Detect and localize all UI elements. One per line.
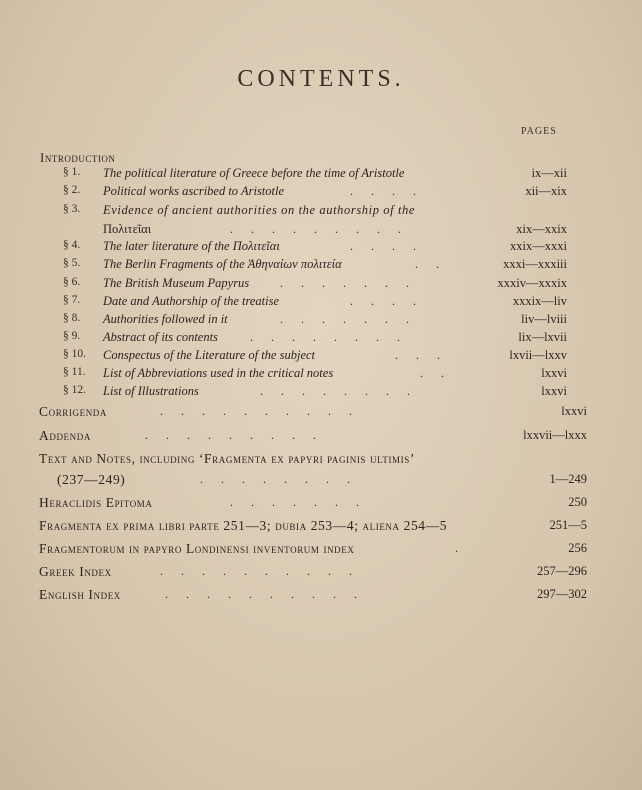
section-pages: lix—lxvii xyxy=(518,330,567,344)
entry-pages: 257—296 xyxy=(537,564,587,578)
section-title: List of Abbreviations used in the critical notes xyxy=(103,366,334,380)
toc-entry-row xyxy=(0,451,642,473)
entry-title: Greek Index xyxy=(39,564,112,579)
entry-pages: 250 xyxy=(568,495,587,509)
toc-section-row xyxy=(0,330,642,350)
entry-pages: lxxvi xyxy=(561,404,587,418)
leader-dots: .......... xyxy=(165,587,375,601)
leader-dots: ......... xyxy=(145,428,334,442)
entry-title: Addenda xyxy=(39,428,91,443)
section-number: § 2. xyxy=(63,184,81,196)
entry-title: Corrigenda xyxy=(39,404,108,419)
toc-entry-row xyxy=(0,518,642,540)
leader-dots: . xyxy=(455,541,476,555)
leader-dots: ........ xyxy=(250,330,418,344)
introduction-heading: Introduction xyxy=(40,150,116,165)
entry-pages: lxxvii—lxxx xyxy=(523,428,587,442)
leader-dots: ........ xyxy=(260,384,428,398)
section-number: § 6. xyxy=(63,276,81,288)
section-pages: lxvii—lxxv xyxy=(509,348,567,362)
section-number: § 11. xyxy=(63,366,86,378)
leader-dots: .. xyxy=(420,366,462,380)
section-pages: lxxvi xyxy=(541,366,567,380)
section-title: Abstract of its contents xyxy=(103,330,218,344)
leader-dots: .... xyxy=(350,184,434,198)
section-title: Πολιτεῖαι xyxy=(103,222,152,236)
section-number: § 7. xyxy=(63,294,81,306)
leader-dots: .. xyxy=(415,257,457,271)
section-title: The British Museum Papyrus xyxy=(103,276,250,290)
entry-title: Fragmentorum in papyro Londinensi inventorum index xyxy=(39,541,355,556)
leader-dots: ......... xyxy=(230,222,419,236)
leader-dots: ... xyxy=(395,348,458,362)
entry-title: Text and Notes, including ‘Fragmenta ex papyri paginis ultimis’ xyxy=(39,451,415,466)
toc-section-row xyxy=(0,239,642,259)
toc-entry-row xyxy=(0,495,642,517)
entry-pages: 1—249 xyxy=(549,472,587,486)
entry-title: English Index xyxy=(39,587,121,602)
leader-dots: ....... xyxy=(280,312,427,326)
section-title: List of Illustrations xyxy=(103,384,199,398)
section-pages: xxxi—xxxiii xyxy=(503,257,567,271)
toc-entry-row xyxy=(0,564,642,586)
leader-dots: ....... xyxy=(280,276,427,290)
toc-section-row xyxy=(0,348,642,368)
leader-dots: ........ xyxy=(200,472,368,486)
section-number: § 12. xyxy=(63,384,86,396)
toc-section-row xyxy=(0,366,642,386)
leader-dots: ....... xyxy=(230,495,377,509)
section-pages: xxix—xxxi xyxy=(510,239,567,253)
section-number: § 9. xyxy=(63,330,81,342)
section-title: Political works ascribed to Aristotle xyxy=(103,184,285,198)
toc-section-row xyxy=(0,384,642,404)
entry-pages: 256 xyxy=(568,541,587,555)
section-pages: xix—xxix xyxy=(516,222,567,236)
section-pages: xxxiv—xxxix xyxy=(497,276,567,290)
section-number: § 8. xyxy=(63,312,81,324)
section-pages: lxxvi xyxy=(541,384,567,398)
toc-section-row xyxy=(0,312,642,332)
section-title: The political literature of Greece before the time of Aristotle xyxy=(103,166,405,180)
section-number: § 3. xyxy=(63,203,81,215)
section-pages: ix—xii xyxy=(531,166,567,180)
toc-section-row xyxy=(0,203,642,223)
toc-section-row xyxy=(0,166,642,186)
toc-entry-row xyxy=(0,541,642,563)
section-number: § 4. xyxy=(63,239,81,251)
section-title: The Berlin Fragments of the Ἀθηναίων πολιτεία xyxy=(103,257,342,271)
entry-pages: 251—5 xyxy=(549,518,587,532)
toc-section-row xyxy=(0,294,642,314)
section-number: § 5. xyxy=(63,257,81,269)
leader-dots: .......... xyxy=(160,564,370,578)
pages-column-label: PAGES xyxy=(521,126,557,137)
section-title: Date and Authorship of the treatise xyxy=(103,294,280,308)
toc-entry-row xyxy=(0,404,642,426)
section-pages: xxxix—liv xyxy=(512,294,567,308)
section-title: The later literature of the Πολιτεῖαι xyxy=(103,239,280,253)
section-title: Conspectus of the Literature of the subject xyxy=(103,348,316,362)
toc-entry-row xyxy=(0,587,642,609)
toc-entry-row xyxy=(0,472,642,494)
leader-dots: .... xyxy=(350,239,434,253)
toc-section-row xyxy=(0,276,642,296)
entry-title: (237—249) xyxy=(57,472,126,487)
entry-title: Fragmenta ex prima libri parte 251—3; dubia 253—4; aliena 254—5 xyxy=(39,518,448,533)
entry-pages: 297—302 xyxy=(537,587,587,601)
entry-title: Heraclidis Epitoma xyxy=(39,495,153,510)
section-pages: liv—lviii xyxy=(521,312,567,326)
page-title: CONTENTS. xyxy=(237,66,405,92)
toc-section-row xyxy=(0,257,642,277)
section-title: Evidence of ancient authorities on the authorship of the xyxy=(103,203,416,217)
toc-section-row xyxy=(0,184,642,204)
section-number: § 1. xyxy=(63,166,81,178)
section-pages: xii—xix xyxy=(525,184,567,198)
section-number: § 10. xyxy=(63,348,86,360)
section-title: Authorities followed in it xyxy=(103,312,228,326)
toc-entry-row xyxy=(0,428,642,450)
leader-dots: .......... xyxy=(160,404,370,418)
leader-dots: .... xyxy=(350,294,434,308)
